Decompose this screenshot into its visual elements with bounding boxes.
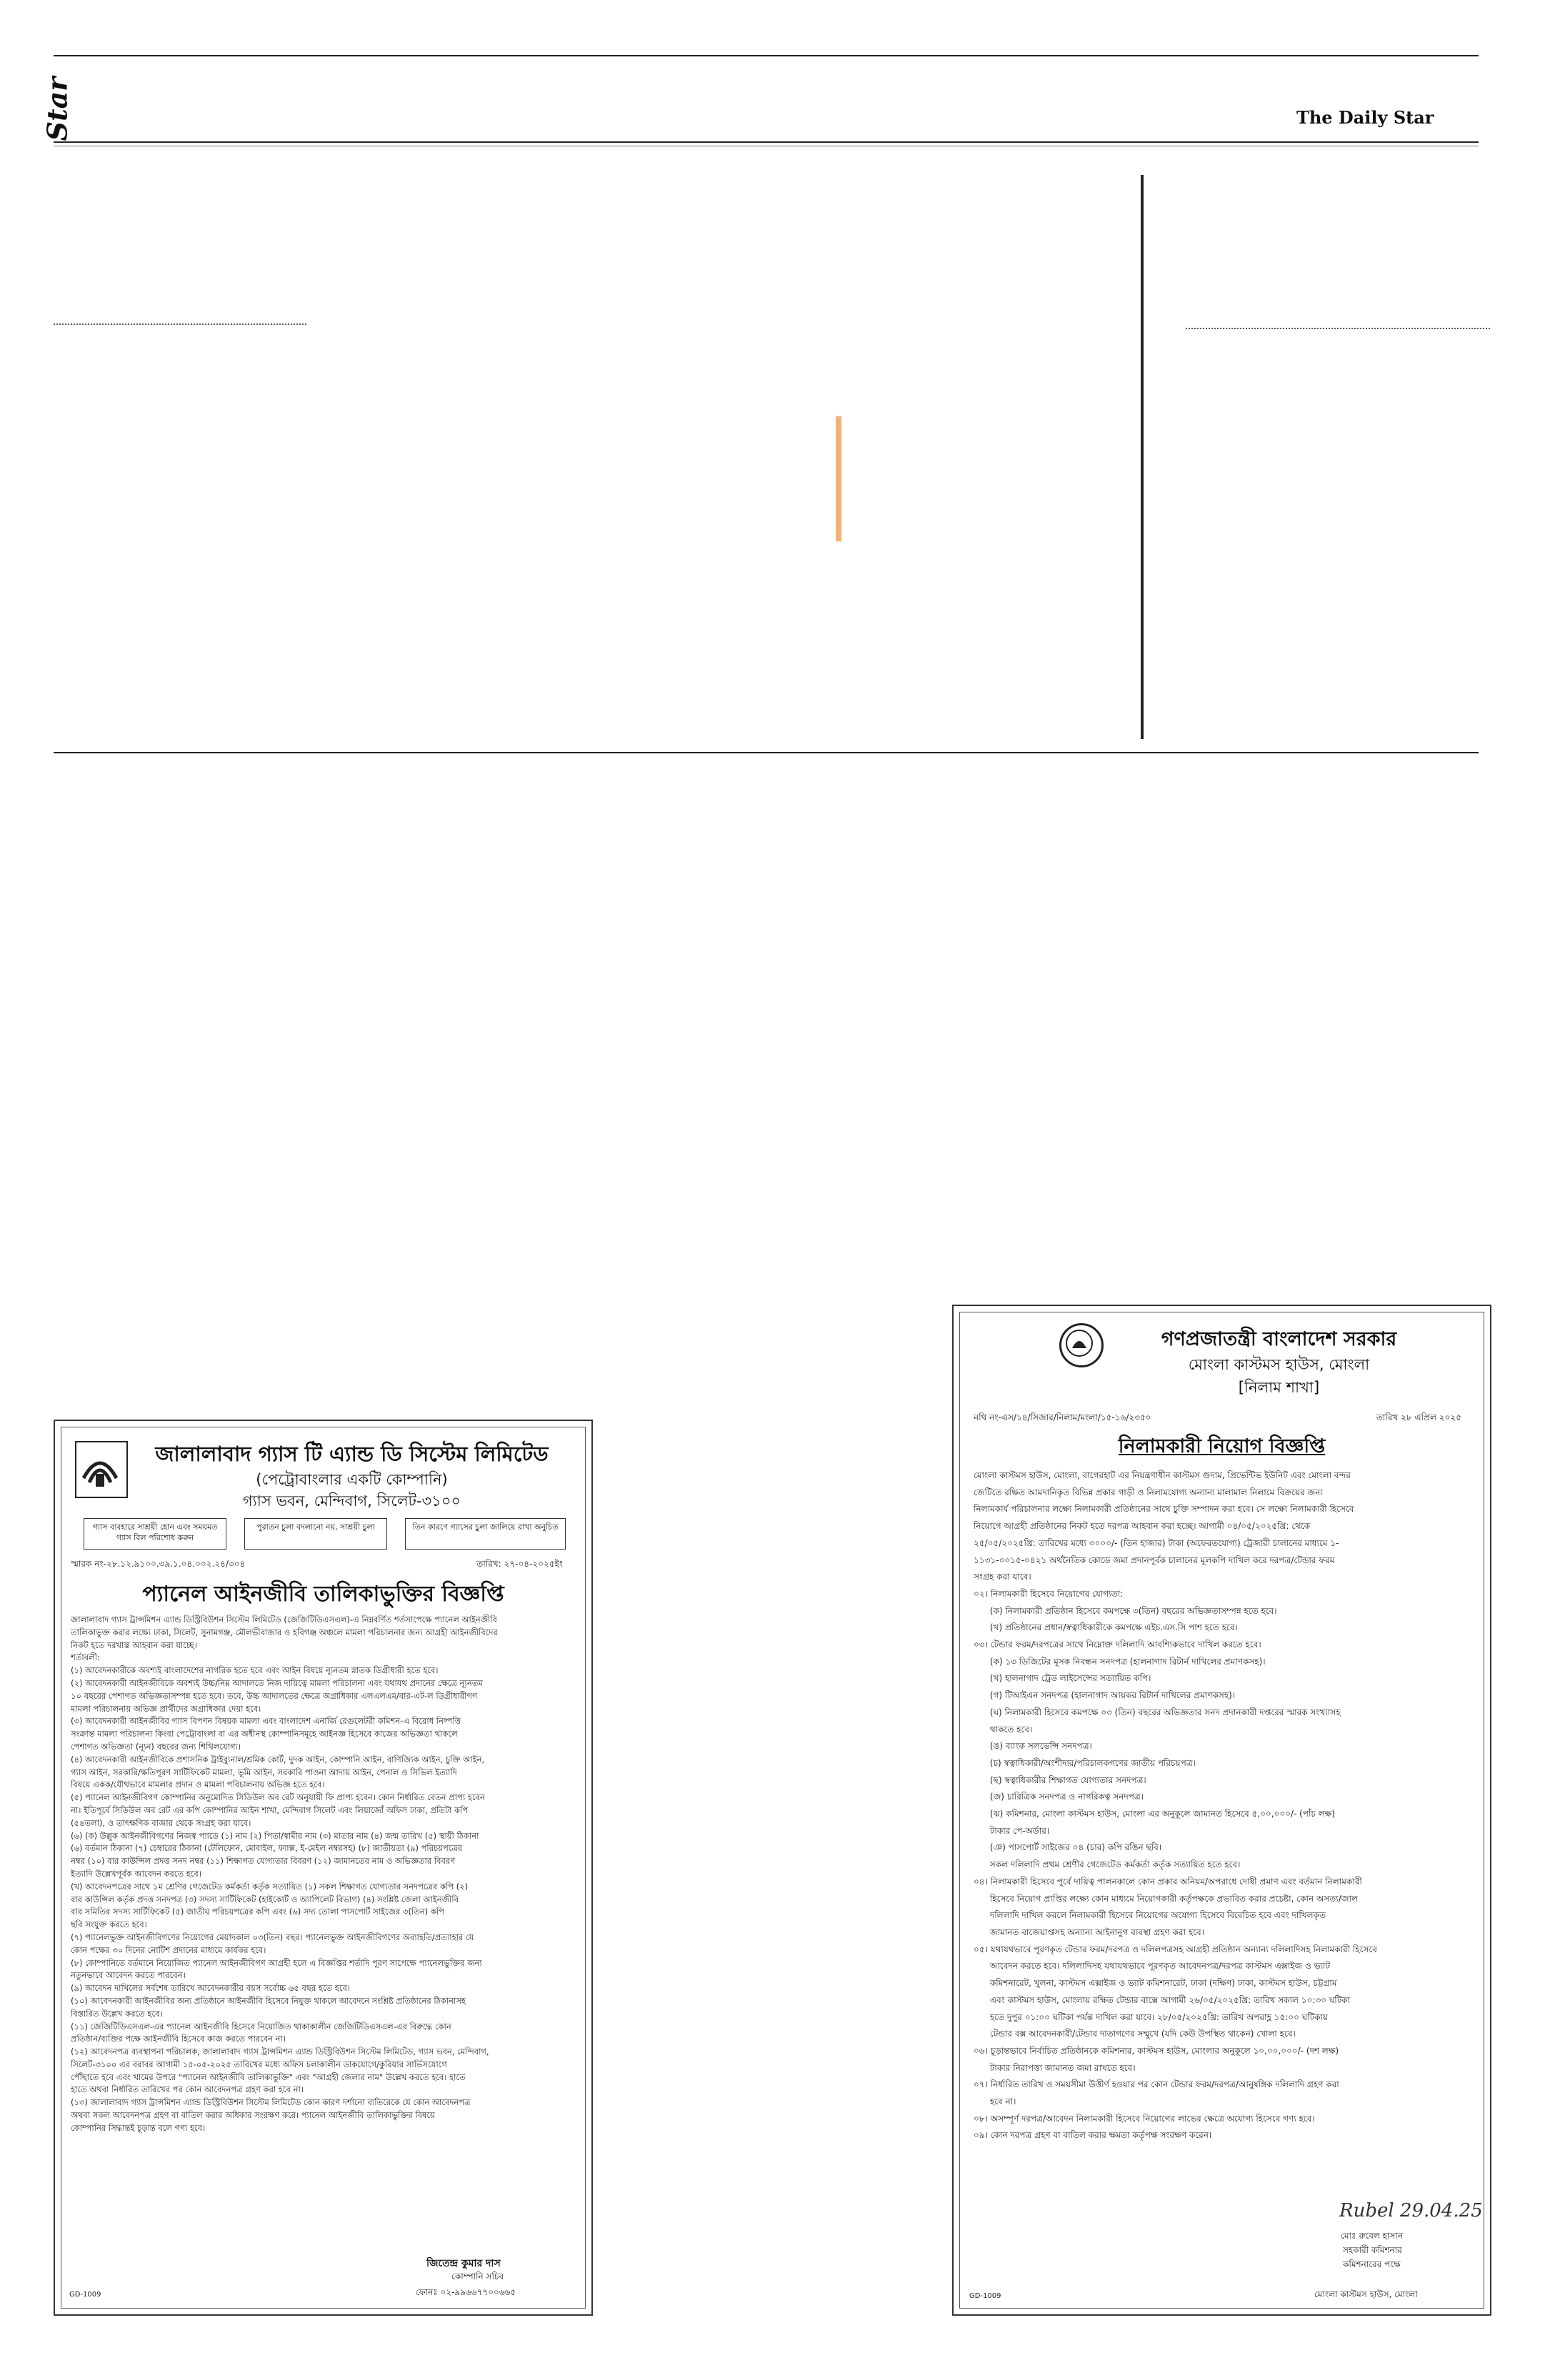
divider-dotted-left: [54, 323, 306, 325]
notice-date: তারিখ ২৮ এপ্রিল ২০২৫: [1376, 1412, 1461, 1422]
notice-body: [974, 1467, 1474, 2144]
notice-line: প্রতিষ্ঠান/ব্যক্তির পক্ষে আইনজীবি হিসেবে কাজ করতে পারবেন না।: [71, 2034, 286, 2044]
notice-title: নিলামকারী নিয়োগ বিজ্ঞপ্তি: [1118, 1435, 1326, 1457]
notice-line: ০৫। যথাযথভাবে পূরণকৃত টেন্ডার ফরম/দরপত্র ও দলিলপত্রসহ আগ্রহী প্রতিষ্ঠান অন্যান্য দলিলাদিসহ নিলামকারী হিসেবে: [974, 1944, 1377, 1954]
signature: Rubel 29.04.25: [1339, 2200, 1483, 2221]
phone-number: ফোনঃ ০২-৯৯৬৬৭৭০০৬৬৫: [416, 2287, 516, 2297]
slogan-box-3: তিন কারণে গ্যাসের চুলা জালিয়ে রাখা অনুচিত: [405, 1518, 566, 1550]
memo-number: স্মারক নং-২৮.১২.৯১০০.৩৯.১.০৪.০০২.২৪/৩০৪: [71, 1559, 246, 1569]
notice-line: টাকার নিরাপত্তা জামানত জমা রাখতে হবে।: [974, 2062, 1136, 2073]
notice-line: ইত্যাদি উল্লেখপূর্বক আবেদন করতে হবে।: [71, 1868, 201, 1879]
notice-line: (৯) আবেদন দাখিলের সর্বশেষ তারিখে আবেদনকারীর বয়স সর্বোচ্চ ৬৫ বছর হতে হবে।: [71, 1983, 350, 1994]
star-logo-text: Star: [41, 76, 74, 141]
column-divider: [1141, 175, 1144, 739]
notice-line: আবেদন করতে হবে। দলিলাদিসহ যথাযথভাবে পূরণকৃত আবেদনপত্র/দরপত্র কাস্টমস এক্সাইজ ও ভ্যাট: [974, 1961, 1331, 1972]
notice-line: ০৩। টেন্ডার ফরম/দরপত্রের সাথে নিম্নোক্ত দলিলাদি আবশ্যিকভাবে দাখিল করতে হবে।: [974, 1640, 1261, 1650]
notice-line: হাতে অথবা নির্ধারিত তারিখের পর কোন আবেদনপত্র গ্রহণ করা হবে না।: [71, 2084, 304, 2095]
notice-line: (খ) প্রতিষ্ঠানের প্রধান/স্বত্বাধিকারীকে কমপক্ষে এইচ.এস.সি পাশ হতে হবে।: [974, 1622, 1238, 1633]
notice-line: জামানত বাজেয়াপ্তসহ অন্যান্য আইনানুগ ব্যবস্থা গ্রহণ করা হবে।: [974, 1927, 1204, 1937]
notice-line: (ঞ) পাসপোর্ট সাইজের ০৪ (চার) কপি রঙিন ছবি।: [974, 1842, 1162, 1853]
notice-line: (ক) নিলামকারী প্রতিষ্ঠান হিসেবে কমপক্ষে ৩(তিন) বছরের অভিজ্ঞতাসম্পন্ন হতে হবে।: [974, 1605, 1277, 1616]
notice-line: (৬) বর্তমান ঠিকানা (৭) চেম্বারের ঠিকানা (টেলিফোন, মোবাইল, ফ্যাক্স, ই-মেইল নম্বরসহ) (৮) জাতীয়তা (৯) পরিচয়পত্রের: [71, 1843, 463, 1854]
notice-line: সকল দলিলাদি প্রথম শ্রেণীর গেজেটেড কর্মকর্তা কর্তৃক সত্যায়িত হতে হবে।: [974, 1859, 1241, 1870]
notice-line: গ্যাস আইন, সরকারি/ক্ষতিপূরণ সার্টিফিকেট মামলা, ভূমি আইন, সরকারি পাওনা আদায় আইন, পেনাল ও সিভিল ইত্যাদি: [71, 1767, 457, 1777]
notice-line: ১১৩১-০০১৫-০৪২১ অর্থনৈতিক কোডে জমা প্রদানপূর্বক চালানের মূলকপি দাখিল করে দরপত্র/টেন্ডার ফরম: [974, 1555, 1335, 1565]
notice-line: টেন্ডার বক্স আবেদনকারী/টেন্ডার দাতাগণের সম্মুখে (যদি কেউ উপস্থিত থাকেন) খোলা হবে।: [974, 2029, 1296, 2039]
notice-line: (খ) হালনাগাদ ট্রেড লাইসেন্সের সত্যায়িত কপি।: [974, 1673, 1151, 1684]
notice-line: (খ) আবেদনপত্রের সাথে ১ম শ্রেণির গেজেটেড কর্মকর্তা কর্তৃক সত্যায়িত (১) সকল শিক্ষাগত যোগ্যতার সনদপত্রের কপি (২): [71, 1881, 469, 1892]
signer-name: জিতেন্দ্র কুমার দাস: [426, 2258, 501, 2269]
gd-number: GD-1009: [969, 2292, 1001, 2300]
notice-line: ১০ বছরের পেশাগত অভিজ্ঞতাসম্পন্ন হতে হবে। তবে, উচ্চ আদালতের ক্ষেত্রে অগ্রাধিকার এলএলএম/বার-এট-ল ডিগ্রীধারীগণ: [71, 1690, 477, 1701]
notice-line: (ঙ) ব্যাংক সলভেন্সি সনদপত্র।: [974, 1741, 1092, 1752]
notice-line: টাকার পে-অর্ডার।: [974, 1825, 1050, 1836]
notice-line: ০৯। কোন দরপত্র গ্রহণ বা বাতিল করার ক্ষমতা কর্তৃপক্ষ সংরক্ষণ করেন।: [974, 2130, 1212, 2141]
notice-line: ০৮। অসম্পূর্ণ দরপত্র/আবেদন নিলামকারী হিসেবে নিয়োগের লাভের ক্ষেত্রে অযোগ্য হিসেবে গণ্য হবে।: [974, 2113, 1315, 2124]
notice-line: বিষয়ে একক/যৌথভাবে মামলার প্রদান ও মামলা পরিচালনায় অভিজ্ঞ হতে হবে।: [71, 1779, 325, 1790]
notice-line: (ঘ) নিলামকারী হিসেবে কমপক্ষে ০৩ (তিন) বছরের অভিজ্ঞতার সনদ প্রদানকারী দপ্তরের স্মারক সংখ্যাসহ: [974, 1707, 1341, 1717]
jalalabad-logo-icon: [75, 1441, 128, 1498]
notice-line: (৮) কোম্পানিতে বর্তমানে নিয়োজিত প্যানেল আইনজীবিগণ আগ্রহী হলে এ বিজ্ঞপ্তির শর্তাদি পূরণ সাপেক্ষে প্যানেলভুক্তির জন্য: [71, 1957, 482, 1968]
notice-line: বার সমিতির সদস্য সার্টিফিকেট (৫) জাতীয় পরিচয়পত্রের কপি এবং (৬) সদ্য তোলা পাসপোর্ট সাইজের ৩(তিন) কপি: [71, 1907, 444, 1917]
notice-line: না। ইতিপূর্বে সিডিউল অব রেট এর কপি কোম্পানির আইন শাখা, মেন্দিবাগ সিলেট এবং লিয়াজোঁ অফিস ঢাকা, প্রতিটা কপি: [71, 1804, 469, 1815]
notice-line: (৬) (ক) উল্লুক আইনজীবিগণের নিজস্ব প্যাডে (১) নাম (২) পিতা/স্বামীর নাম (৩) মাতার নাম (৪) জন্ম তারিখ (৫) স্থায়ী ঠিকানা: [71, 1830, 479, 1841]
notice-line: ২৫/০৫/২০২৫খ্রি: তারিখের মধ্যে ৩০০০/- (তিন হাজার) টাকা (অফেরতযোগ্য) ট্রেজারী চালানের মাধ্যমে ১-: [974, 1537, 1339, 1548]
notice-line: (ছ) স্বত্বাধিকারীর শিক্ষাগত যোগ্যতার সনদপত্র।: [974, 1774, 1146, 1785]
signer-title: কোম্পানি সচিব: [451, 2271, 504, 2281]
notice-line: থাকতে হবে।: [974, 1724, 1033, 1734]
slogan-box-1: গ্যাস ব্যবহারে সাশ্রয়ী হোন এবং সময়মত গ্যাস বিল পরিশোধ করুন: [84, 1518, 226, 1550]
notice-line: জালালাবাদ গ্যাস ট্রান্সমিশন এ্যান্ড ডিস্ট্রিবিউশন সিস্টেম লিমিটেড (জেজিটিডিএসএল)-এ নিম্নবর্ণিত শর্তসাপেক্ষে প্যানেল আইনজীবি: [71, 1615, 497, 1625]
divider-dotted-right: [1186, 328, 1490, 329]
section-rule: [54, 752, 1479, 753]
top-rule: [54, 55, 1479, 56]
daily-star-logo: The Daily Star: [1296, 107, 1434, 128]
signer-title: সহকারী কমিশনার: [1343, 2245, 1402, 2255]
notice-line: কোন পক্ষের ৩০ দিনের নোটিশ প্রদানের মাধ্যমে কার্যকর হবে।: [71, 1944, 266, 1955]
notice-line: (৪) আবেদনকারী আইনজীবিকে প্রশাসনিক ট্রাইব্যুনাল/শ্রমিক কোর্ট, দুদক আইন, কোম্পানি আইন, বাণিজ্যিক আইন, চুক্তি আইন,: [71, 1754, 485, 1764]
company-address: গ্যাস ভবন, মেন্দিবাগ, সিলেট-৩১০০: [242, 1492, 461, 1510]
notice-line: (৫৪তলা), ও তাৎক্ষণিক বাজার থেকে সংগ্রহ করা যাবে।: [71, 1817, 251, 1828]
notice-line: তালিকাভুক্ত করার লক্ষ্যে ঢাকা, সিলেট, সুনামগঞ্জ, মৌলভীবাজার ও হবিগঞ্জ অঞ্চলে মামলা পরিচালনার জন্য আগ্রহী আইনজীবিদের: [71, 1627, 498, 1637]
notice-line: (ক) ১৩ ডিজিটের মূসক নিবন্ধন সনদপত্র (হালনাগাদ রিটার্ন দাখিলের প্রমাণকসহ)।: [974, 1656, 1266, 1667]
signer-office: কমিশনারের পক্ষে: [1343, 2259, 1401, 2269]
notice-line: (১২) আবেদনপত্র ব্যবস্থাপনা পরিচালক, জালালাবাদ গ্যাস ট্রান্সমিশন এ্যান্ড ডিস্ট্রিবিউশন সিস্টেম লিমিটেড, গ্যাস ভবন, মেন্দিবাগ,: [71, 2047, 489, 2057]
notice-line: হতে দুপুর ০১:০০ ঘটিকা পর্যন্ত দাখিল করা যাবে। ২৮/০৫/২০২৫খ্রি: তারিখ অপরাহ্ণ ১৫:০০ ঘটিকায়: [974, 2012, 1329, 2022]
notice-line: নিলামকার্য পরিচালনার লক্ষ্যে নিলামকারী প্রতিষ্ঠানের সাথে চুক্তি সম্পাদন করা হবে। সে লক্ষ্যে নিলামকারী হিসেবে: [974, 1504, 1354, 1515]
notice-line: নিয়োগে আগ্রহী প্রতিষ্ঠানের নিকট হতে দরপত্র আহবান করা হচ্ছে। আগামী ০৪/০৫/২০২৫খ্রি: থেকে: [974, 1521, 1311, 1532]
notice-line: দলিলাদি দাখিল করলে নিলামকারী হিসেবে নিয়োগের অযোগ্য হিসেবে বিবেচিত হবে এবং দাখিলকৃত: [974, 1910, 1326, 1921]
notice-line: সংক্রান্ত মামলা পরিচালনা কিংবা পেট্রোবাংলা বা এর অধীনস্থ কোম্পানিসমূহে আইনজ্ঞ হিসেবে কাজের অভিজ্ঞতা থাকলে: [71, 1729, 458, 1739]
customs-office: মোংলা কাস্টমস হাউস, মোংলা: [1188, 1356, 1370, 1373]
notice-line: শর্তাবলী:: [71, 1652, 100, 1663]
notice-line: (১১) জেজিটিডিএসএল-এর প্যানেল আইনজীবি হিসেবে নিয়োজিত থাকাকালীন জেজিটিডিএসএল-এর বিরুদ্ধে কোন: [71, 2021, 451, 2032]
notice-line: ০৭। নির্ধারিত তারিখ ও সময়সীমা উত্তীর্ণ হওয়ার পর কোন টেন্ডার ফরম/দরপত্র/আনুষঙ্গিক দলিলাদি গ্রহণ করা: [974, 2079, 1339, 2090]
notice-line: জেটিতে রক্ষিত আমদানিকৃত বিভিন্ন প্রকার গাড়ী ও নিলামযোগ্য অন্যান্য মালামাল নিলামে বিক্রয়ের জন্য: [974, 1487, 1323, 1497]
notice-line: ০৪। নিলামকারী হিসেবে পূর্বে দায়িত্ব পালনকালে কোন প্রকার অনিয়ম/অপরাধে দোষী প্রমাণ এবং বর্তমান নিলামকারী: [974, 1876, 1362, 1887]
notice-line: হিসেবে নিয়োগ প্রাপ্তির লক্ষ্যে কোন মাধ্যমে নিয়োগকারী কর্তৃপক্ষকে প্রভাবিত করার প্রচেষ্টা, কোন অসত্য/জাল: [974, 1893, 1358, 1904]
notice-line: সিলেট-৩১০০ এর বরাবর আগামী ১৫-০৫-২০২৫ তারিখের মধ্যে অফিস চলাকালীন ডাকযোগে/কুরিয়ার সার্ভিসযোগে: [71, 2059, 447, 2069]
notice-line: (ঝ) কমিশনার, মোংলা কাস্টমস হাউস, মোংলা এর অনুকূলে জামানত হিসেবে ৫,০০,০০০/- (পাঁচ লক্ষ): [974, 1809, 1336, 1819]
notice-body: [71, 1614, 574, 2135]
notice-line: হবে না।: [974, 2097, 1016, 2107]
notice-line: (গ) টিআইএন সনদপত্র (হালনাগাদ আয়কর রিটার্ন দাখিলের প্রমাণকসহ)।: [974, 1690, 1236, 1701]
notice-line: মোংলা কাস্টমস হাউস, মোংলা, বাগেরহাট এর নিয়ন্ত্রণাধীন কাস্টমস গুদাম, প্রিভেন্টিভ ইউনিট এবং মোংলা বন্দর: [974, 1470, 1351, 1480]
star-logo: [41, 71, 74, 143]
notice-line: নতুনভাবে আবেদন করতে পারবেন।: [71, 1970, 186, 1981]
notice-line: মামলা পরিচালনায় অভিজ্ঞ প্রার্থীদের অগ্রাধিকার দেয়া হবে।: [71, 1703, 261, 1714]
masthead-rule: [54, 141, 1479, 143]
notice-line: কোম্পানির সিদ্ধান্তই চূড়ান্ত বলে গণ্য হবে।: [71, 2122, 206, 2133]
notice-line: অথবা সকল আবেদনপত্র গ্রহণ বা বাতিল করার অধিকার সংরক্ষণ করে। প্যানেল আইনজীবি তালিকাভুক্তির বিষয়ে: [71, 2110, 435, 2121]
notice-line: নম্বর (১০) বার কাউন্সিল প্রদত্ত সনদ নম্বর (১১) শিক্ষাগত যোগ্যতার বিবরণ (১২) জামানতের নাম ও অভিজ্ঞতার বিবরণ: [71, 1856, 456, 1867]
gd-number: GD-1009: [69, 2291, 101, 2299]
notice-line: (জ) চারিত্রিক সনদপত্র ও নাগরিকত্ব সনদপত্র।: [974, 1792, 1144, 1802]
notice-line: (১০) আবেদনকারী আইনজীবির অন্য প্রতিষ্ঠানে আইনজীবি হিসেবে নিযুক্ত থাকলে আবেদনে সংশ্লিষ্ট প্রতিষ্ঠানের ঠিকানাসহ: [71, 1995, 466, 2006]
notice-title: প্যানেল আইনজীবি তালিকাভুক্তির বিজ্ঞপ্তি: [142, 1582, 504, 1607]
notice-line: বিস্তারিত উল্লেখ করতে হবে।: [71, 2008, 163, 2019]
file-number: নথি নং-এস/১৪/সিজার/নিলাম/মংলা/১৫-১৬/২৩৫০: [974, 1412, 1151, 1422]
notice-line: (১৩) জালালাবাদ গ্যাস ট্রান্সমিশন এ্যান্ড ডিস্ট্রিবিউশন সিস্টেম লিমিটেড কোন কারণ দর্শানো ব্যতিরেকে যে কোন আবেদনপত্র: [71, 2097, 471, 2108]
govt-header: গণপ্রজাতন্ত্রী বাংলাদেশ সরকার: [1161, 1328, 1397, 1350]
notice-line: পৌঁছাতে হবে এবং খামের উপরে "প্যানেল আইনজীবি তালিকাভুক্তি" এবং "আগ্রহী জেলার নাম" উল্লেখ করতে হবে। হাতে: [71, 2072, 466, 2082]
company-subtitle: (পেট্রোবাংলার একটি কোম্পানি): [256, 1471, 448, 1488]
notice-line: (চ) স্বত্বাধিকারী/অংশীদার/পরিচালকগণের জাতীয় পরিচয়পত্র।: [974, 1757, 1196, 1768]
notice-line: পেশাগত অভিজ্ঞতা (ন্যূন) বছরের জন্য শিথিলযোগ্য।: [71, 1741, 241, 1752]
notice-line: ০৬। চূড়ান্তভাবে নির্বাচিত প্রতিষ্ঠানকে কমিশনার, কাস্টমস হাউস, মোংলার অনুকূলে ১০,০০,০০০/- (দশ লক্ষ): [974, 2045, 1339, 2056]
jalalabad-gas-advertisement: [54, 1420, 593, 2316]
accent-bar: [836, 416, 841, 541]
notice-line: কমিশনারেট, খুলনা, কাস্টমস এক্সাইজ ও ভ্যাট কমিশনারেট, ঢাকা (দক্ষিণ) ঢাকা, কাস্টমস হাউস, চট্টগ্রাম: [974, 1978, 1337, 1989]
notice-line: (৫) প্যানেল আইনজীবিগণ কোম্পানির অনুমোদিত সিডিউল অব রেট অনুযায়ী ফি প্রাপ্য হবেন। কোন নির্ধারিত বেতন প্রাপ্য হবেন: [71, 1792, 485, 1803]
company-name: জালালাবাদ গ্যাস টি এ্যান্ড ডি সিস্টেম লিমিটেড: [155, 1442, 549, 1466]
memo-date: তারিখ: ২৭-০৪-২০২৫ইং: [476, 1559, 563, 1569]
notice-line: (৭) প্যানেলভুক্ত আইনজীবিগণের নিয়োগের মেয়াদকাল ০৩(তিন) বছর। প্যানেলভুক্ত আইনজীবিগণের অব্যাহতি/প্রত্যাহার যে: [71, 1932, 474, 1942]
notice-line: সংগ্রহ করা যাবে।: [974, 1572, 1031, 1582]
notice-line: ছবি সংযুক্ত করতে হবে।: [71, 1919, 147, 1930]
notice-line: (২) আবেদনকারী আইনজীবিকে অবশ্যই উচ্চ/নিম্ন আদালতে নিজ দায়িত্বে মামলা পরিচালনা এবং যথাযথ প্রদানের ক্ষেত্রে ন্যূনতম: [71, 1677, 483, 1688]
mongla-customs-advertisement: [952, 1305, 1491, 2316]
notice-line: এবং কাস্টমস হাউস, মোংলায় রক্ষিত টেন্ডার বাক্সে আগামী ২৬/০৫/২০২৫খ্রি: তারিখ সকাল ১০:৩০ ঘটিকা: [974, 1994, 1351, 2005]
notice-line: (১) আবেদনকারীকে অবশ্যই বাংলাদেশের নাগরিক হতে হবে এবং আইন বিষয়ে ন্যূনতম স্নাতক ডিগ্রীধারী হতে হবে।: [71, 1665, 439, 1676]
signer-name: মোঃ রুবেল হাসান: [1341, 2231, 1404, 2241]
notice-line: (৩) আবেদনকারী আইনজীবির গ্যাস বিপণন বিষয়ক মামলা এবং বাংলাদেশ এনার্জি রেগুলেটরী কমিশন-এ বিরোধ নিষ্পত্তি: [71, 1716, 461, 1727]
auction-section: [নিলাম শাখা]: [1238, 1379, 1320, 1396]
notice-line: ০২। নিলামকারী হিসেবে নিয়োগের যোগ্যতা:: [974, 1588, 1124, 1599]
notice-line: বার কাউন্সিল কর্তৃক প্রদত্ত সনদপত্র (৩) সদস্য সার্টিফিকেট (হাইকোর্ট ও অ্যাপিলেট বিভাগ) (৪) সংশ্লিষ্ট জেলা আইনজীবি: [71, 1894, 459, 1904]
footer-office: মোংলা কাস্টমস হাউস, মোংলা: [1314, 2289, 1418, 2299]
notice-line: নিকট হতে দরখাস্ত আহবান করা যাচ্ছে।: [71, 1640, 197, 1650]
slogan-box-2: পুরাতন চুলা বদলানো নয়, সাশ্রয়ী চুলা: [244, 1518, 387, 1550]
